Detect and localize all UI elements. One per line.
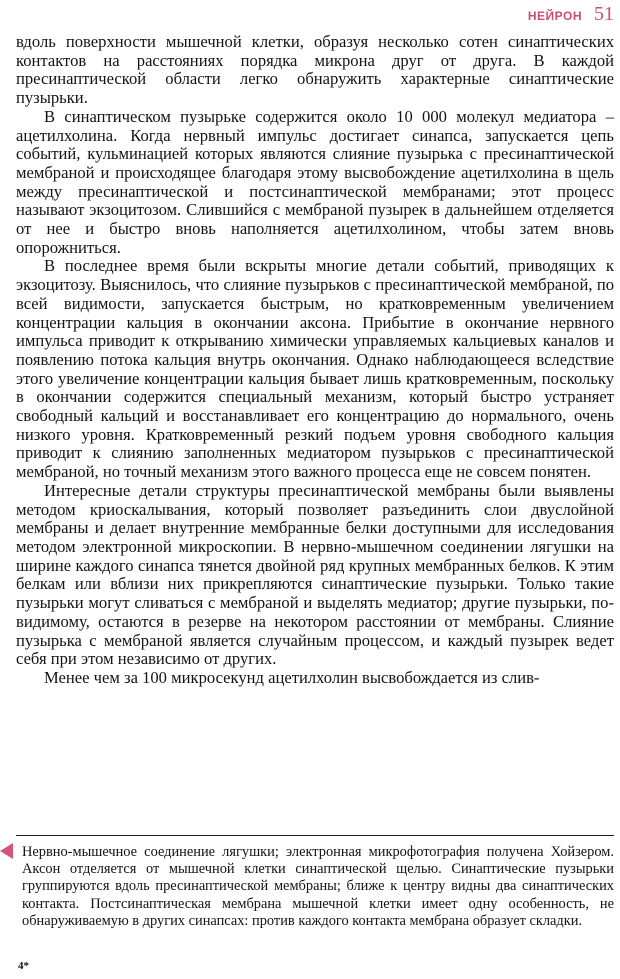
paragraph: вдоль поверхности мышечной клетки, образуя несколько сотен синаптических контактов на расстояниях порядка микрона друг от друга. В каждой пресинаптической области легко обнаружить характерные синаптические пузырьки. <box>16 32 614 108</box>
running-header <box>528 3 614 26</box>
page-number: 51 <box>594 3 614 25</box>
caption-divider <box>16 835 614 836</box>
paragraph: Интересные детали структуры пресинаптической мембраны были выявлены методом криоскалывания, который позволяет разъединить слои двуслойной мембраны и делает внутренние мембранные белки доступными для исследования методом электронной микроскопии. В нервно-мышечном соединении лягушки на ширине каждого синапса тянется двойной ряд крупных мембранных белков. К этим белкам или вблизи них прикрепляются синаптические пузырьки. Только такие пузырьки могут сливаться с мембраной и выделять медиатор; другие пузырьки, по-видимому, остаются в резерве на некотором расстоянии от мембраны. Слияние пузырька с мембраной является случайным процессом, и каждый пузырек ведет себя при этом независимо от других. <box>16 480 614 669</box>
signature-mark: 4* <box>18 960 29 972</box>
paragraph: В синаптическом пузырьке содержится около 10 000 молекул медиатора – ацетилхолина. Когда нервный импульс достигает синапса, запускается цепь событий, кульминацией которых являются слияние пузырька с пресинаптической мембраной и происходящее благодаря этому высвобождение ацетилхолина в щель между пресинаптической и постсинаптической мембранами; этот процесс называют экзоцитозом. Слившийся с мембраной пузырек в дальнейшем отделяется от нее и быстро вновь наполняется ацетилхолином, чтобы затем вновь опорожниться. <box>16 106 614 257</box>
figure-caption: Нервно-мышечное соединение лягушки; электронная микрофотография получена Хойзером. Аксон отделяется от мышечной клетки синаптической щелью. Синаптические пузырьки группируются вдоль пресинаптической мембраны; ближе к центру видны два синаптических контакта. Постсинаптическая мембрана мышечной клетки имеет одну особенность, не обнаруживаемую в других синапсах: против каждого контакта мембрана образует складки. <box>22 844 614 929</box>
running-title: НЕЙРОН <box>527 9 582 23</box>
triangle-left-icon <box>0 843 13 859</box>
body-text <box>16 33 614 688</box>
paragraph: В последнее время были вскрыты многие детали событий, приводящих к экзоцитозу. Выяснилось, что слияние пузырьков с пресинаптической мембраной, по всей видимости, запускается быстрым, но кратковременным увеличением концентрации кальция в окончании аксона. Прибытие в окончание нервного импульса приводит к открыванию химически управляемых кальциевых каналов и появлению потока кальция внутрь окончания. Однако наблюдающееся вследствие этого увеличение концентрации кальция бывает лишь кратковременным, поскольку в окончании содержится специальный механизм, который быстро устраняет свободный кальций и восстанавливает его концентрацию до нормального, очень низкого уровня. Кратковременный резкий подъем уровня свободного кальция приводит к слиянию заполненных медиатором пузырьков с пресинаптической мембраной, но точный механизм этого важного процесса еще не совсем понятен. <box>16 256 614 482</box>
paragraph: Менее чем за 100 микросекунд ацетилхолин высвобождается из слив- <box>44 667 540 687</box>
